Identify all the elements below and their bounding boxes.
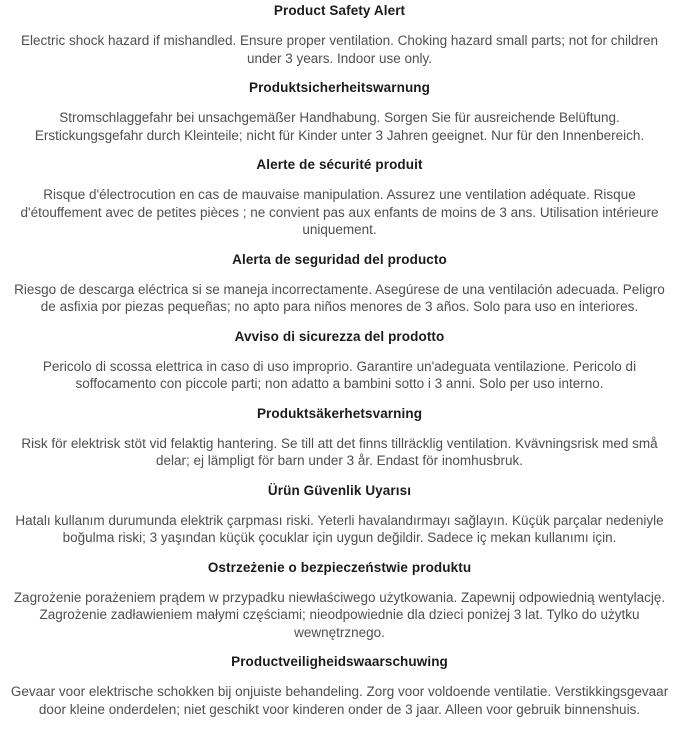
safety-section-pl [5,559,674,642]
safety-body-it: Pericolo di scossa elettrica in caso di uso improprio. Garantire un'adeguata ventilazione. Pericolo di soffocamento con piccole parti; non adatto a bambini sotto i 3 anni. Solo per uso interno. [42,358,637,391]
safety-heading-pl: Ostrzeżenie o bezpieczeństwie produktu [207,559,472,575]
safety-section-fr [5,156,674,239]
safety-body-pl: Zagrożenie porażeniem prądem w przypadku niewłaściwego użytkowania. Zapewnij odpowiednią wentylację. Zagrożenie zadławieniem małymi częściami; nieodpowiednie dla dzieci poniżej 3 lat. Tylko do użytku wewnętrznego. [13,589,666,640]
safety-section-sv [5,405,674,470]
safety-heading-en: Product Safety Alert [273,3,406,18]
safety-section-es [5,251,674,316]
safety-body-en: Electric shock hazard if mishandled. Ensure proper ventilation. Choking hazard small parts; not for children under 3 years. Indoor use only. [20,33,659,66]
safety-section-en [5,2,674,67]
safety-section-nl [5,653,674,718]
safety-heading-de: Produktsicherheitswarnung [248,80,431,95]
safety-body-de: Stromschlaggefahr bei unsachgemäßer Handhabung. Sorgen Sie für ausreichende Belüftung. Erstickungsgefahr durch Kleinteile; nicht für Kinder unter 3 Jahren geeignet. Nur für den Innenbereich. [34,110,645,143]
safety-body-fr: Risque d'électrocution en cas de mauvaise manipulation. Assurez une ventilation adéquate. Risque d'étouffement avec de petites pièces ; ne convient pas aux enfants de moins de 3 ans. Utilisation intérieure uniquement. [20,187,659,237]
safety-heading-es: Alerta de seguridad del producto [232,251,447,267]
safety-section-it [5,328,674,393]
safety-heading-fr: Alerte de sécurité produit [256,157,423,172]
safety-section-de [5,79,674,144]
safety-body-tr: Hatalı kullanım durumunda elektrik çarpması riski. Yeterli havalandırmayı sağlayın. Küçük parçalar nedeniyle boğulma riski; 3 yaşından küçük çocuklar için uygun değildir. Sadece iç mekan kullanımı için. [15,512,664,545]
safety-body-es: Riesgo de descarga eléctrica si se maneja incorrectamente. Asegúrese de una ventilación adecuada. Peligro de asfixia por piezas pequeñas; no apto para niños menores de 3 años. Solo para uso en interiores. [14,281,665,314]
safety-body-sv: Risk för elektrisk stöt vid felaktig hantering. Se till att det finns tillräcklig ventilation. Kvävningsrisk med små delar; ej lämpligt för barn under 3 år. Endast för inomhusbruk. [21,435,658,468]
safety-body-nl: Gevaar voor elektrische schokken bij onjuiste behandeling. Zorg voor voldoende ventilatie. Verstikkingsgevaar door kleine onderdelen; niet geschikt voor kinderen onder de 3 jaar. Alleen voor gebruik binnenshuis. [10,684,669,717]
safety-section-tr [5,482,674,547]
safety-heading-tr: Ürün Güvenlik Uyarısı [267,482,412,498]
safety-heading-sv: Produktsäkerhetsvarning [256,405,423,421]
safety-heading-it: Avviso di sicurezza del prodotto [234,328,445,344]
safety-heading-nl: Productveiligheidswaarschuwing [231,654,448,669]
